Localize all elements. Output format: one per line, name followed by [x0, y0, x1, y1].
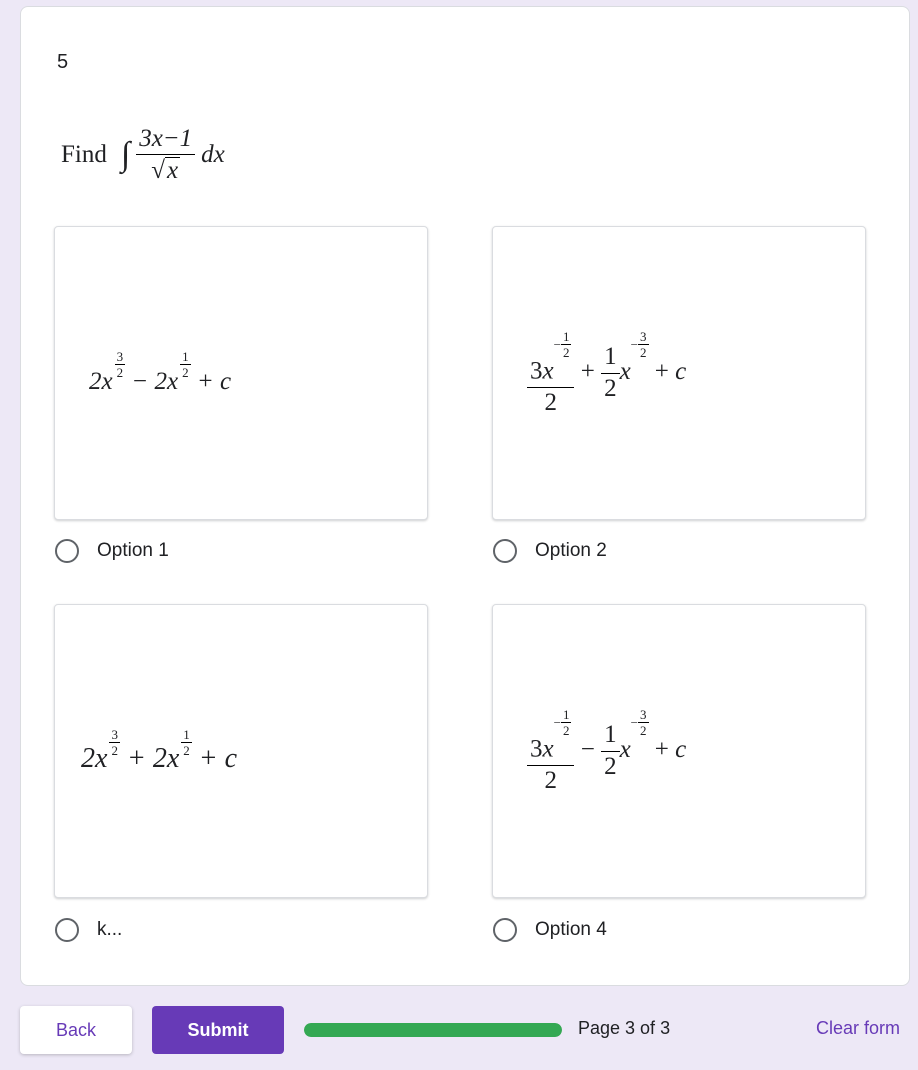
back-button[interactable]: Back: [20, 1006, 132, 1054]
integral-sign: ∫: [120, 136, 131, 173]
form-footer: [0, 1000, 918, 1060]
question-text: [61, 115, 225, 195]
clear-form-button[interactable]: Clear form: [815, 1018, 900, 1038]
option-4-label: Option 4: [535, 919, 607, 940]
option-2-expression: 3x− 1 2 2 + $\frac{1}{2}$ x− 3 2 + c: [493, 330, 686, 416]
integrand-fraction: [136, 126, 195, 185]
progress-bar-fill: [304, 1023, 562, 1037]
option-1-image[interactable]: [54, 226, 428, 520]
differential: dx: [201, 141, 225, 168]
integrand-numerator: 3x−1: [136, 126, 195, 155]
option-2-radio[interactable]: [493, 539, 517, 563]
option-3-radio[interactable]: [55, 918, 79, 942]
question-card: [20, 6, 910, 986]
option-3-expression: 2x $\frac{3}{2}$ + 2x $\frac{1}{2}$ + c: [81, 726, 238, 774]
option-3[interactable]: [55, 918, 122, 942]
option-3-image[interactable]: [54, 604, 428, 898]
option-4-radio[interactable]: [493, 918, 517, 942]
question-number: 5: [57, 51, 69, 73]
page-indicator: Page 3 of 3: [578, 1018, 671, 1038]
submit-button[interactable]: Submit: [152, 1006, 284, 1054]
option-3-label: k...: [97, 919, 123, 940]
option-2[interactable]: [493, 539, 607, 563]
integrand-denominator: √ x: [151, 157, 179, 184]
option-1-label: Option 1: [97, 540, 169, 561]
option-2-image[interactable]: [492, 226, 866, 520]
question-prefix: Find: [61, 141, 107, 168]
progress-bar: [304, 1023, 562, 1037]
option-1-expression: 2x $\frac{3}{2}$ − 2x $\frac{1}{2}$ + c: [89, 349, 232, 395]
option-1[interactable]: [55, 539, 169, 563]
option-4-image[interactable]: [492, 604, 866, 898]
option-1-radio[interactable]: [55, 539, 79, 563]
option-2-label: Option 2: [535, 540, 607, 561]
option-4[interactable]: [493, 918, 607, 942]
option-4-expression: 3x− 1 2 2 − $\frac{1}{2}$ x− 3 2 + c: [493, 708, 686, 794]
